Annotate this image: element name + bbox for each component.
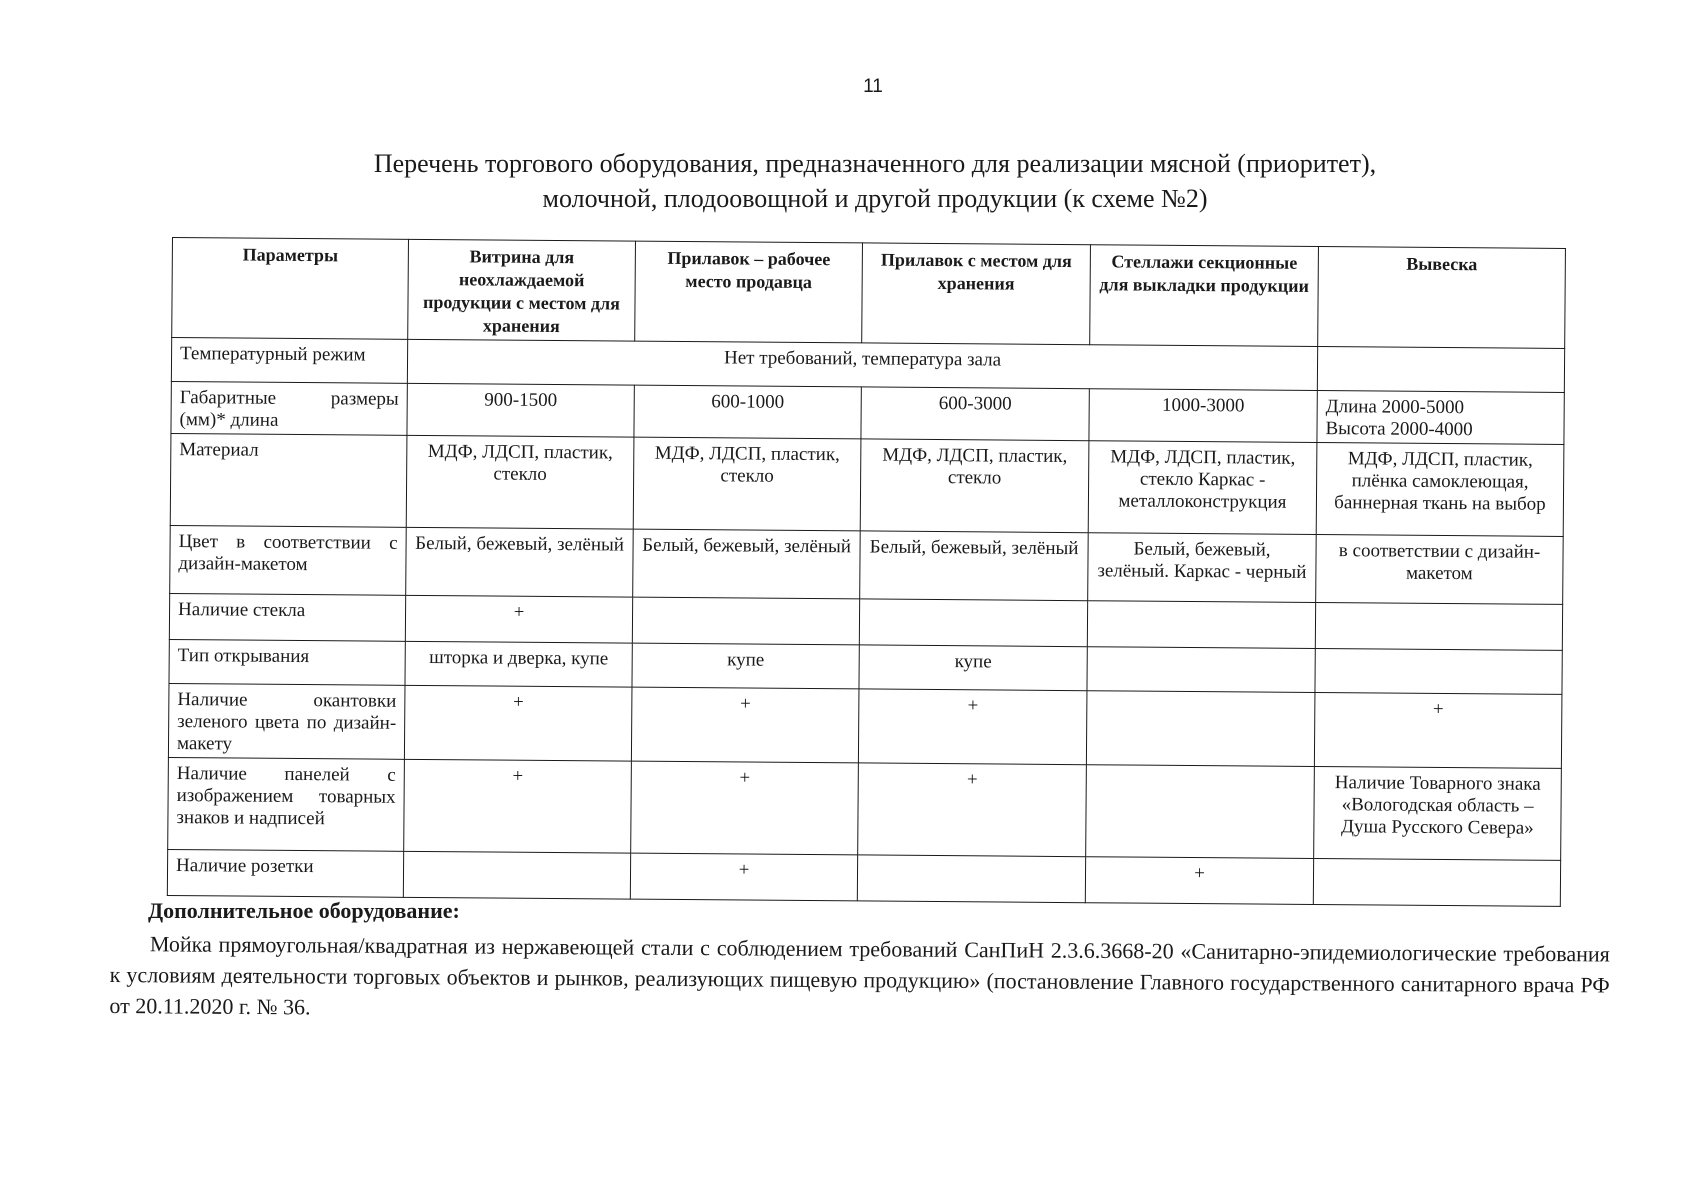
- table-cell: +: [1085, 857, 1313, 905]
- title-line-2: молочной, плодоовощной и другой продукции (к схеме №2): [542, 184, 1208, 213]
- table-cell: [1087, 647, 1315, 693]
- table-cell: [1315, 648, 1562, 694]
- table-cell: 900-1500: [407, 383, 634, 437]
- table-cell: [1315, 602, 1562, 650]
- table-cell: МДФ, ЛДСП, пластик, стекло: [633, 437, 861, 531]
- table-cell: Белый, бежевый, зелёный. Каркас - черный: [1088, 533, 1317, 603]
- table-cell: в соответствии с дизайн-макетом: [1316, 534, 1564, 604]
- table-cell: [857, 855, 1085, 903]
- page-number: 11: [863, 76, 883, 97]
- header-cell-shelving: Стеллажи секционные для выкладки продукции: [1090, 245, 1319, 347]
- table-cell: МДФ, ЛДСП, пластик, плёнка самоклеющая, баннерная ткань на выбор: [1316, 442, 1564, 536]
- table-cell-signboard-size: [1317, 391, 1564, 445]
- table-cell: шторка и дверка, купе: [405, 641, 632, 687]
- page-title: [300, 146, 1450, 216]
- table-header-row: [172, 238, 1566, 349]
- title-line-1: Перечень торгового оборудования, предназначенного для реализации мясной (приоритет),: [373, 149, 1377, 178]
- header-cell-signboard: Вывеска: [1318, 247, 1566, 349]
- row-label: Материал: [170, 433, 407, 527]
- additional-equipment-text: Мойка прямоугольная/квадратная из нержавеющей стали с соблюдением требований СанПиН 2.3.6.3668-20 «Санитарно-эпидемиологические требования к условиям деятельности торговых объектов и рынков, реализующих пищевую продукцию» (постановление Главного государственного санитарного врача РФ от 20.11.2020 г. № 36.: [109, 931, 1610, 1020]
- header-cell-counter-workplace: Прилавок – рабочее место продавца: [635, 241, 863, 343]
- signboard-length: Длина 2000-5000: [1325, 396, 1465, 419]
- table-cell: [859, 599, 1087, 647]
- table-cell: 600-1000: [634, 385, 861, 439]
- table-cell: +: [1314, 692, 1562, 768]
- table-cell: [1087, 601, 1315, 649]
- table-cell: [1317, 347, 1564, 393]
- header-cell-showcase: Витрина для неохлаждаемой продукции с местом для хранения: [408, 239, 636, 341]
- row-label: Наличие панелей с изображением товарных знаков и надписей: [168, 757, 405, 851]
- table-cell: +: [631, 687, 859, 763]
- table-cell: Белый, бежевый, зелёный: [633, 529, 861, 599]
- table-cell: Белый, бежевый, зелёный: [860, 531, 1089, 601]
- table-cell: МДФ, ЛДСП, пластик, стекло: [406, 435, 634, 529]
- table-cell: МДФ, ЛДСП, пластик, стекло: [860, 439, 1089, 533]
- table-cell: [1086, 765, 1315, 859]
- table-row: [170, 433, 1564, 536]
- table-cell: [1313, 858, 1560, 906]
- table-cell: +: [404, 759, 632, 853]
- table-cell: [1086, 691, 1315, 767]
- table-cell: [632, 597, 859, 645]
- row-label: Цвет в соответствии с дизайн-макетом: [170, 525, 407, 595]
- table-cell: Наличие Товарного знака «Вологодская область – Душа Русского Севера»: [1314, 766, 1562, 860]
- table-cell: +: [630, 853, 857, 901]
- table-cell: купе: [859, 645, 1087, 691]
- table-row: [170, 525, 1563, 604]
- table-cell: +: [858, 763, 1087, 857]
- equipment-table: [167, 237, 1566, 907]
- table-cell: 1000-3000: [1089, 389, 1317, 443]
- row-label: Наличие окантовки зеленого цвета по дизайн-макету: [168, 683, 405, 759]
- row-label: Температурный режим: [171, 338, 407, 384]
- header-cell-counter-storage: Прилавок с местом для хранения: [862, 243, 1091, 345]
- table-cell: купе: [632, 643, 859, 689]
- row-label: Наличие стекла: [169, 593, 405, 641]
- table-row: [168, 757, 1562, 860]
- table-cell: Белый, бежевый, зелёный: [406, 527, 634, 597]
- row-label: Габаритные размеры (мм)* длина: [171, 381, 407, 435]
- table-row: [168, 683, 1562, 768]
- table-cell: +: [631, 761, 859, 855]
- additional-equipment-title: Дополнительное оборудование:: [148, 898, 460, 923]
- table-cell: МДФ, ЛДСП, пластик, стекло Каркас - металлоконструкция: [1088, 441, 1317, 535]
- table-cell: [403, 851, 630, 899]
- table-cell: 600-3000: [861, 387, 1089, 441]
- row-label: Наличие розетки: [167, 849, 403, 897]
- table-cell: +: [405, 595, 632, 643]
- table-cell: +: [858, 689, 1087, 765]
- table-cell-merged: Нет требований, температура зала: [407, 339, 1317, 390]
- signboard-height: Высота 2000-4000: [1325, 418, 1473, 441]
- table-cell: +: [404, 685, 632, 761]
- header-cell-params: Параметры: [172, 238, 409, 340]
- row-label: Тип открывания: [169, 639, 405, 685]
